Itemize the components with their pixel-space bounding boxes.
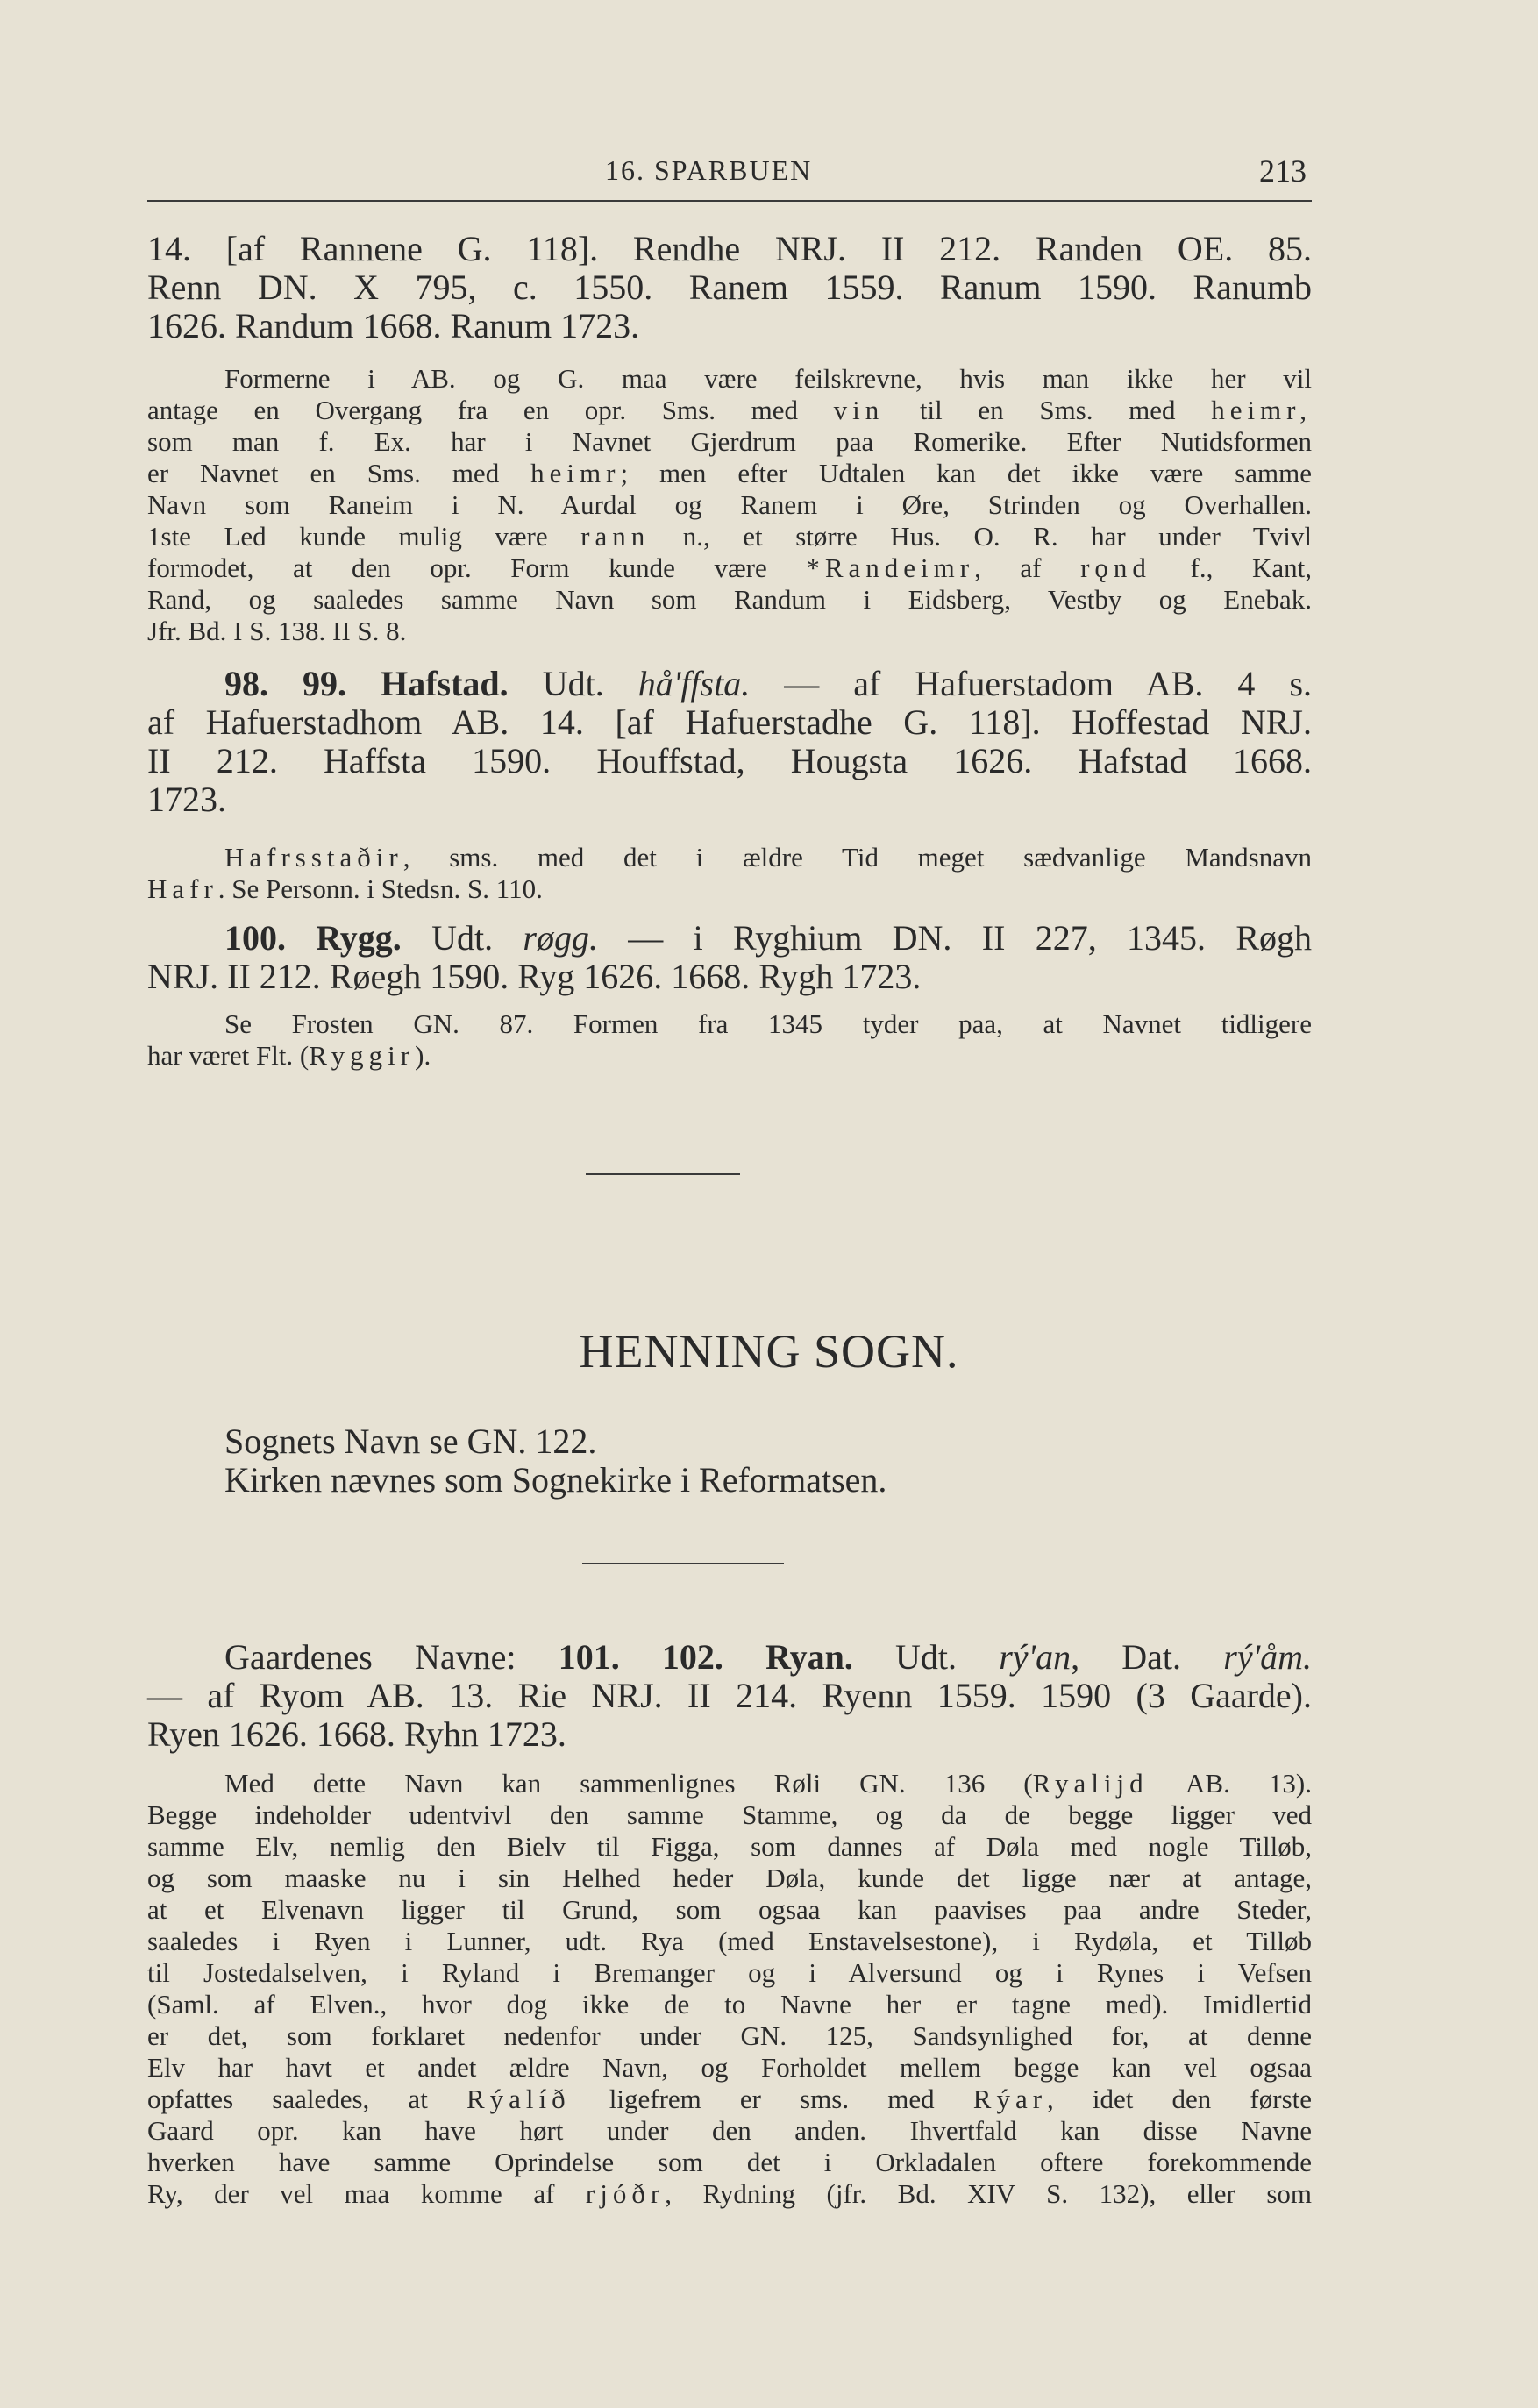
pronunciation: rý'an (999, 1637, 1072, 1677)
note-98-99 (147, 842, 1312, 905)
text-line: Hafr. Se Personn. i Stedsn. S. 110. (147, 873, 543, 904)
entry-101-102 (147, 1638, 1312, 1754)
text-line: Se Frosten GN. 87. Formen fra 1345 tyder paa, at Navnet tidligere (224, 1008, 1312, 1039)
text-line: 100. Rygg. Udt. røgg. — i Ryghium DN. II 227, 1345. Røgh (224, 918, 1313, 958)
text-line: 14. [af Rannene G. 118]. Rendhe NRJ. II 212. Randen OE. 85. (147, 229, 1312, 268)
text-line: — af Ryom AB. 13. Rie NRJ. II 214. Ryenn 1559. 1590 (3 Gaarde). (147, 1676, 1312, 1715)
text-line: 1626. Randum 1668. Ranum 1723. (147, 306, 640, 346)
text-line: 98. 99. Hafstad. Udt. hå'ffsta. — af Hafuerstadom AB. 4 s. (224, 664, 1313, 703)
text-line: 1ste Led kunde mulig være rann n., et større Hus. O. R. har under Tvivl (147, 521, 1312, 552)
text-line: Formerne i AB. og G. maa være feilskrevne, hvis man ikke her vil (224, 363, 1312, 394)
pronunciation: rý'åm. (1223, 1637, 1313, 1677)
text-line: Kirken nævnes som Sognekirke i Reformatsen. (224, 1460, 887, 1500)
note-14 (147, 363, 1312, 647)
text-line: samme Elv, nemlig den Bielv til Figga, som dannes af Døla med nogle Tilløb, (147, 1831, 1312, 1862)
section-divider (586, 1173, 740, 1175)
text-line: formodet, at den opr. Form kunde være *Randeimr, af rǫnd f., Kant, (147, 552, 1312, 583)
text-line: Hafrsstaðir, sms. med det i ældre Tid meget sædvanlige Mandsnavn (224, 842, 1312, 873)
note-101-102 (147, 1768, 1312, 2210)
text-line: Rand, og saaledes samme Navn som Randum i Eidsberg, Vestby og Enebak. (147, 584, 1312, 615)
page-header (147, 151, 1312, 202)
note-100 (147, 1008, 1312, 1072)
farm-name: Hafstad. (381, 664, 509, 703)
pronunciation: hå'ffsta. (637, 664, 751, 703)
text-line: Med dette Navn kan sammenlignes Røli GN. 136 (Ryalijd AB. 13). (224, 1768, 1312, 1799)
text-line: er Navnet en Sms. med heimr; men efter Udtalen kan det ikke være samme (147, 458, 1312, 488)
entry-number: 101. 102. (558, 1637, 723, 1677)
section-title: HENNING SOGN. (579, 1325, 959, 1378)
text-line: Navn som Raneim i N. Aurdal og Ranem i Øre, Strinden og Overhallen. (147, 489, 1312, 520)
text-line: som man f. Ex. har i Navnet Gjerdrum paa Romerike. Efter Nutidsformen (147, 426, 1312, 457)
text-line: er det, som forklaret nedenfor under GN. 125, Sandsynlighed for, at denne (147, 2020, 1312, 2051)
text-line: Sognets Navn se GN. 122. (224, 1421, 597, 1461)
text-line: Gaard opr. kan have hørt under den anden. Ihvertfald kan disse Navne (147, 2115, 1312, 2146)
text-line: af Hafuerstadhom AB. 14. [af Hafuerstadhe G. 118]. Hoffestad NRJ. (147, 702, 1312, 742)
running-title: 16. SPARBUEN (605, 154, 813, 186)
entry-14 (147, 230, 1312, 346)
text-line: opfattes saaledes, at Rýalíð ligefrem er sms. med Rýar, idet den første (147, 2084, 1313, 2114)
text-line: II 212. Haffsta 1590. Houffstad, Hougsta 1626. Hafstad 1668. (147, 741, 1312, 780)
pronunciation: røgg. (523, 918, 598, 958)
text-line: at et Elvenavn ligger til Grund, som ogsaa kan paavises paa andre Steder, (147, 1894, 1312, 1925)
text-line: har været Flt. (Ryggir). (147, 1040, 431, 1071)
section-intro (147, 1422, 1312, 1500)
text-line: 1723. (147, 780, 226, 819)
text-line: Renn DN. X 795, c. 1550. Ranem 1559. Ranum 1590. Ranumb (147, 267, 1312, 307)
text-line: (Saml. af Elven., hvor dog ikke de to Navne her er tagne med). Imidlertid (147, 1989, 1312, 2020)
text-line: NRJ. II 212. Røegh 1590. Ryg 1626. 1668. Rygh 1723. (147, 957, 922, 996)
text-line: Ryen 1626. 1668. Ryhn 1723. (147, 1714, 566, 1754)
text-line: Gaardenes Navne: 101. 102. Ryan. Udt. rý'an, Dat. rý'åm. (224, 1637, 1313, 1677)
text-line: Begge indeholder udentvivl den samme Stamme, og da de begge ligger ved (147, 1799, 1312, 1830)
text-line: Jfr. Bd. I S. 138. II S. 8. (147, 616, 407, 646)
farm-name: Ryan. (765, 1637, 853, 1677)
text-line: Elv har havt et andet ældre Navn, og Forholdet mellem begge kan vel ogsaa (147, 2052, 1312, 2083)
text-line: hverken have samme Oprindelse som det i Orkladalen oftere forekommende (147, 2147, 1312, 2177)
entry-number: 100. (224, 918, 286, 958)
entry-100 (147, 919, 1312, 996)
text-line: saaledes i Ryen i Lunner, udt. Rya (med Enstavelsestone), i Rydøla, et Tilløb (147, 1926, 1312, 1956)
text-line: til Jostedalselven, i Ryland i Bremanger og i Alversund og i Rynes i Vefsen (147, 1957, 1312, 1988)
text-line: antage en Overgang fra en opr. Sms. med vin til en Sms. med heimr, (147, 395, 1313, 425)
entry-number: 98. 99. (224, 664, 347, 703)
text-line: Ry, der vel maa komme af rjóðr, Rydning (jfr. Bd. XIV S. 132), eller som (147, 2178, 1312, 2209)
entry-98-99 (147, 665, 1312, 819)
page-number: 213 (1259, 153, 1307, 189)
farm-name: Rygg. (316, 918, 402, 958)
section-divider (582, 1563, 784, 1564)
text-line: og som maaske nu i sin Helhed heder Døla, kunde det ligge nær at antage, (147, 1863, 1312, 1893)
